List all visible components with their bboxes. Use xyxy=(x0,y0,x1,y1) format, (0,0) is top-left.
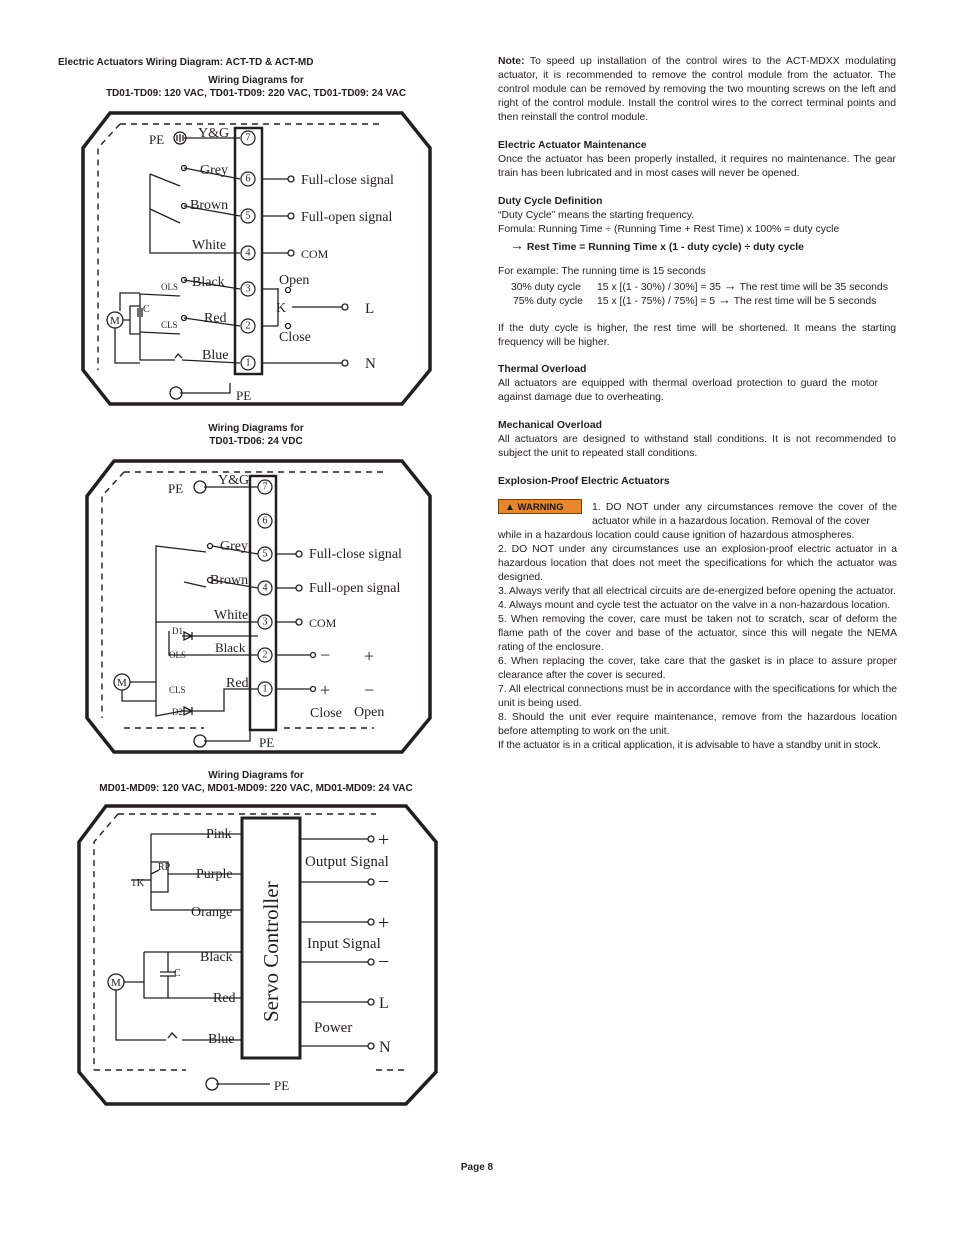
warning-item: 4. Always mount and cycle test the actuator on the valve in a non-hazardous location. xyxy=(498,600,891,611)
n-label: N xyxy=(365,356,376,372)
red-label: Red xyxy=(213,991,236,1006)
diagram2-caption xyxy=(58,422,454,448)
maintenance-title: Electric Actuator Maintenance xyxy=(498,140,647,151)
close-label: Close xyxy=(279,330,311,345)
d2-label: D2 xyxy=(172,707,183,717)
duty-cycle-title: Duty Cycle Definition xyxy=(498,196,603,207)
open-label: Open xyxy=(354,705,385,720)
warning-triangle-icon: ▲ xyxy=(505,502,515,513)
resistance-label: 1K xyxy=(131,877,145,889)
close-label: Close xyxy=(310,706,342,721)
ols-label: OLS xyxy=(169,650,187,660)
input-signal-label: Input Signal xyxy=(307,936,381,952)
white-label: White xyxy=(214,608,249,623)
terminal-1: 1 xyxy=(262,683,268,695)
section-title: Electric Actuators Wiring Diagram: ACT-TD & ACT-MD xyxy=(58,57,314,68)
terminal-6: 6 xyxy=(262,515,268,527)
brown-label: Brown xyxy=(210,573,249,588)
diagram3-caption-line1: Wiring Diagrams for xyxy=(208,770,304,781)
full-open-signal-label: Full-open signal xyxy=(301,210,393,225)
rest-formula-part-b: duty cycle xyxy=(753,242,804,253)
red-label: Red xyxy=(226,676,249,691)
example-intro: For example: The running time is 15 seconds xyxy=(498,266,706,277)
pe-label-top: PE xyxy=(149,132,165,147)
full-close-signal-label: Full-close signal xyxy=(309,547,402,562)
wiring-diagram-td-dc xyxy=(84,456,434,758)
diagram3-caption xyxy=(58,769,454,795)
warning-item: 2. DO NOT under any circumstances use an explosion-proof electric actuator in a hazardous location that does not meet the specifications for which the actuator was designed. xyxy=(498,544,897,583)
output-plus: + xyxy=(378,829,390,851)
terminal-3: 3 xyxy=(262,616,268,628)
ols-label: OLS xyxy=(161,282,179,292)
terminal-5: 5 xyxy=(245,210,251,222)
motor-label: M xyxy=(110,315,120,327)
white-label: White xyxy=(192,238,227,253)
wiring-diagram-td-ac xyxy=(80,108,434,408)
plus-sign-open: + xyxy=(364,646,375,666)
l-label: L xyxy=(365,301,375,317)
diagram1-caption xyxy=(58,74,454,100)
cls-label: CLS xyxy=(161,320,178,330)
terminal-7: 7 xyxy=(245,132,251,144)
capacitor-label: C xyxy=(143,304,150,315)
power-label: Power xyxy=(314,1020,353,1036)
purple-label: Purple xyxy=(196,867,233,882)
maintenance-text: Once the actuator has been properly installed, it requires no maintenance. The gear train has been lubricated and in most cases will never be opened. xyxy=(498,154,896,179)
minus-sign-open: − xyxy=(364,680,375,700)
diagram2-caption-line1: Wiring Diagrams for xyxy=(208,423,304,434)
yg-label: Y&G xyxy=(198,126,230,141)
diagram2-caption-line2: TD01-TD06: 24 VDC xyxy=(209,436,303,447)
motor-label: M xyxy=(117,677,127,689)
pe-label-top: PE xyxy=(168,481,184,496)
d1-label: D1 xyxy=(172,626,183,636)
minus-sign-close: − xyxy=(320,645,331,665)
explosion-proof-title: Explosion-Proof Electric Actuators xyxy=(498,476,670,487)
thermal-title: Thermal Overload xyxy=(498,364,587,375)
black-label: Black xyxy=(192,275,225,290)
note-label: Note: xyxy=(498,56,525,67)
example-2-result: The rest time will be 5 seconds xyxy=(733,296,877,307)
input-plus: + xyxy=(378,912,390,934)
note-paragraph xyxy=(498,55,896,125)
terminal-2: 2 xyxy=(262,649,268,661)
diagram3-caption-line2: MD01-MD09: 120 VAC, MD01-MD09: 220 VAC, MD01-MD09: 24 VAC xyxy=(99,783,413,794)
blue-label: Blue xyxy=(208,1032,235,1047)
pink-label: Pink xyxy=(206,827,232,842)
arrow-right-icon: → xyxy=(723,278,737,293)
motor-label: M xyxy=(111,977,121,989)
duty-cycle-higher-text: If the duty cycle is higher, the rest time will be shortened. It means the starting frequency will be higher. xyxy=(498,323,896,348)
pe-label-bottom: PE xyxy=(259,735,275,750)
grey-label: Grey xyxy=(220,539,248,554)
warning-item: 6. When replacing the cover, take care that the gasket is in place to assure proper clearance after the cover is secured. xyxy=(498,656,897,681)
pe-label-bottom: PE xyxy=(236,388,252,403)
terminal-7: 7 xyxy=(262,481,268,493)
note-text: To speed up installation of the control wires to the ACT-MDXX modulating actuator, it is recommended to remove the control module from the actuator. The control module can be removed by removing the two mounting screws on the left and right of the control module. Install the control wires to the correct terminal points and then reinstall the control module. xyxy=(498,56,897,123)
cls-label: CLS xyxy=(169,685,186,695)
warning-item-1-rest: while in a hazardous location could cause ignition of hazardous atmospheres. xyxy=(498,530,855,541)
servo-controller-label: Servo Controller xyxy=(259,881,283,1022)
blue-label: Blue xyxy=(202,348,229,363)
divide-icon: ÷ xyxy=(744,242,751,253)
wiring-diagram-md xyxy=(76,802,440,1108)
output-minus: − xyxy=(378,871,390,893)
terminal-1: 1 xyxy=(245,357,251,369)
red-label: Red xyxy=(204,311,227,326)
warning-list xyxy=(498,543,897,753)
warning-item-1-first: 1. DO NOT under any circumstances remove the cover of the actuator while in a hazardous location. Removal of the cover xyxy=(592,502,897,527)
divide-icon: ÷ xyxy=(605,224,612,235)
yg-label: Y&G xyxy=(218,473,250,488)
terminal-4: 4 xyxy=(262,582,268,594)
full-open-signal-label: Full-open signal xyxy=(309,581,401,596)
arrow-right-icon: → xyxy=(718,292,731,307)
example-row-2 xyxy=(513,293,897,309)
terminal-6: 6 xyxy=(245,173,251,185)
mechanical-title: Mechanical Overload xyxy=(498,420,602,431)
plus-sign-close: + xyxy=(320,680,331,700)
com-label: COM xyxy=(309,616,337,630)
standby-unit-note: If the actuator is in a critical application, it is advisable to have a standby unit in stock. xyxy=(498,740,881,751)
rest-formula-part-a: Rest Time = Running Time x (1 - duty cycle) xyxy=(526,242,742,253)
rp-label: RP xyxy=(158,862,171,873)
input-minus: − xyxy=(378,951,390,973)
warning-item: 3. Always verify that all electrical circuits are de-energized before opening the actuator. xyxy=(498,586,896,597)
black-label: Black xyxy=(215,640,246,655)
terminal-4: 4 xyxy=(245,247,251,259)
warning-item: 8. Should the unit ever require maintenance, remove from the hazardous location before attempting to work on the unit. xyxy=(498,712,897,737)
black-label: Black xyxy=(200,950,233,965)
warning-badge xyxy=(498,499,582,514)
page-number: Page 8 xyxy=(460,1162,494,1173)
example-2-calc: 15 x [(1 - 75%) / 75%] = 5 xyxy=(597,296,716,307)
capacitor-label: C xyxy=(174,968,181,979)
k-label: K xyxy=(276,301,287,316)
n-label: N xyxy=(379,1039,391,1056)
brown-label: Brown xyxy=(190,198,229,213)
example-1-label: 30% duty cycle xyxy=(511,282,581,293)
thermal-text: All actuators are equipped with thermal overload protection to guard the motor against damage due to overheating. xyxy=(498,378,878,403)
formula-part-a: Fomula: Running Time xyxy=(498,224,603,235)
rest-time-formula xyxy=(510,238,804,255)
arrow-right-icon: → xyxy=(510,237,524,253)
terminal-2: 2 xyxy=(245,320,251,332)
diagram1-caption-line2: TD01-TD09: 120 VAC, TD01-TD09: 220 VAC, TD01-TD09: 24 VAC xyxy=(105,88,407,99)
terminal-5: 5 xyxy=(262,548,268,560)
output-signal-label: Output Signal xyxy=(305,854,389,870)
warning-item: 7. All electrical connections must be in accordance with the specifications for which the unit is being used. xyxy=(498,684,897,709)
warning-label: WARNING xyxy=(517,502,564,513)
l-label: L xyxy=(379,995,389,1012)
diagram1-caption-line1: Wiring Diagrams for xyxy=(208,75,304,86)
duty-cycle-formula xyxy=(498,223,896,237)
orange-label: Orange xyxy=(191,905,233,920)
formula-part-b: (Running Time xyxy=(614,224,682,235)
pe-label-bottom: PE xyxy=(274,1078,290,1093)
open-label: Open xyxy=(279,273,310,288)
plus-icon: + xyxy=(684,224,691,235)
grey-label: Grey xyxy=(200,163,228,178)
full-close-signal-label: Full-close signal xyxy=(301,173,394,188)
terminal-3: 3 xyxy=(245,283,251,295)
example-1-calc: 15 x [(1 - 30%) / 30%] = 35 xyxy=(597,282,721,293)
example-2-label: 75% duty cycle xyxy=(513,296,583,307)
mechanical-text: All actuators are designed to withstand stall conditions. It is not recommended to subject the unit to repeated stall conditions. xyxy=(498,434,896,459)
warning-item: 5. When removing the cover, care must be taken not to scratch, scar of deform the flame path of the cover and base of the actuator, since this will negate the NEMA rating of the enclosure. xyxy=(498,614,897,653)
example-1-result: The rest time will be 35 seconds xyxy=(739,282,888,293)
com-label: COM xyxy=(301,247,329,261)
duty-cycle-definition: “Duty Cycle” means the starting frequency. xyxy=(498,210,695,221)
formula-part-c: Rest Time) x 100% = duty cycle xyxy=(693,224,840,235)
